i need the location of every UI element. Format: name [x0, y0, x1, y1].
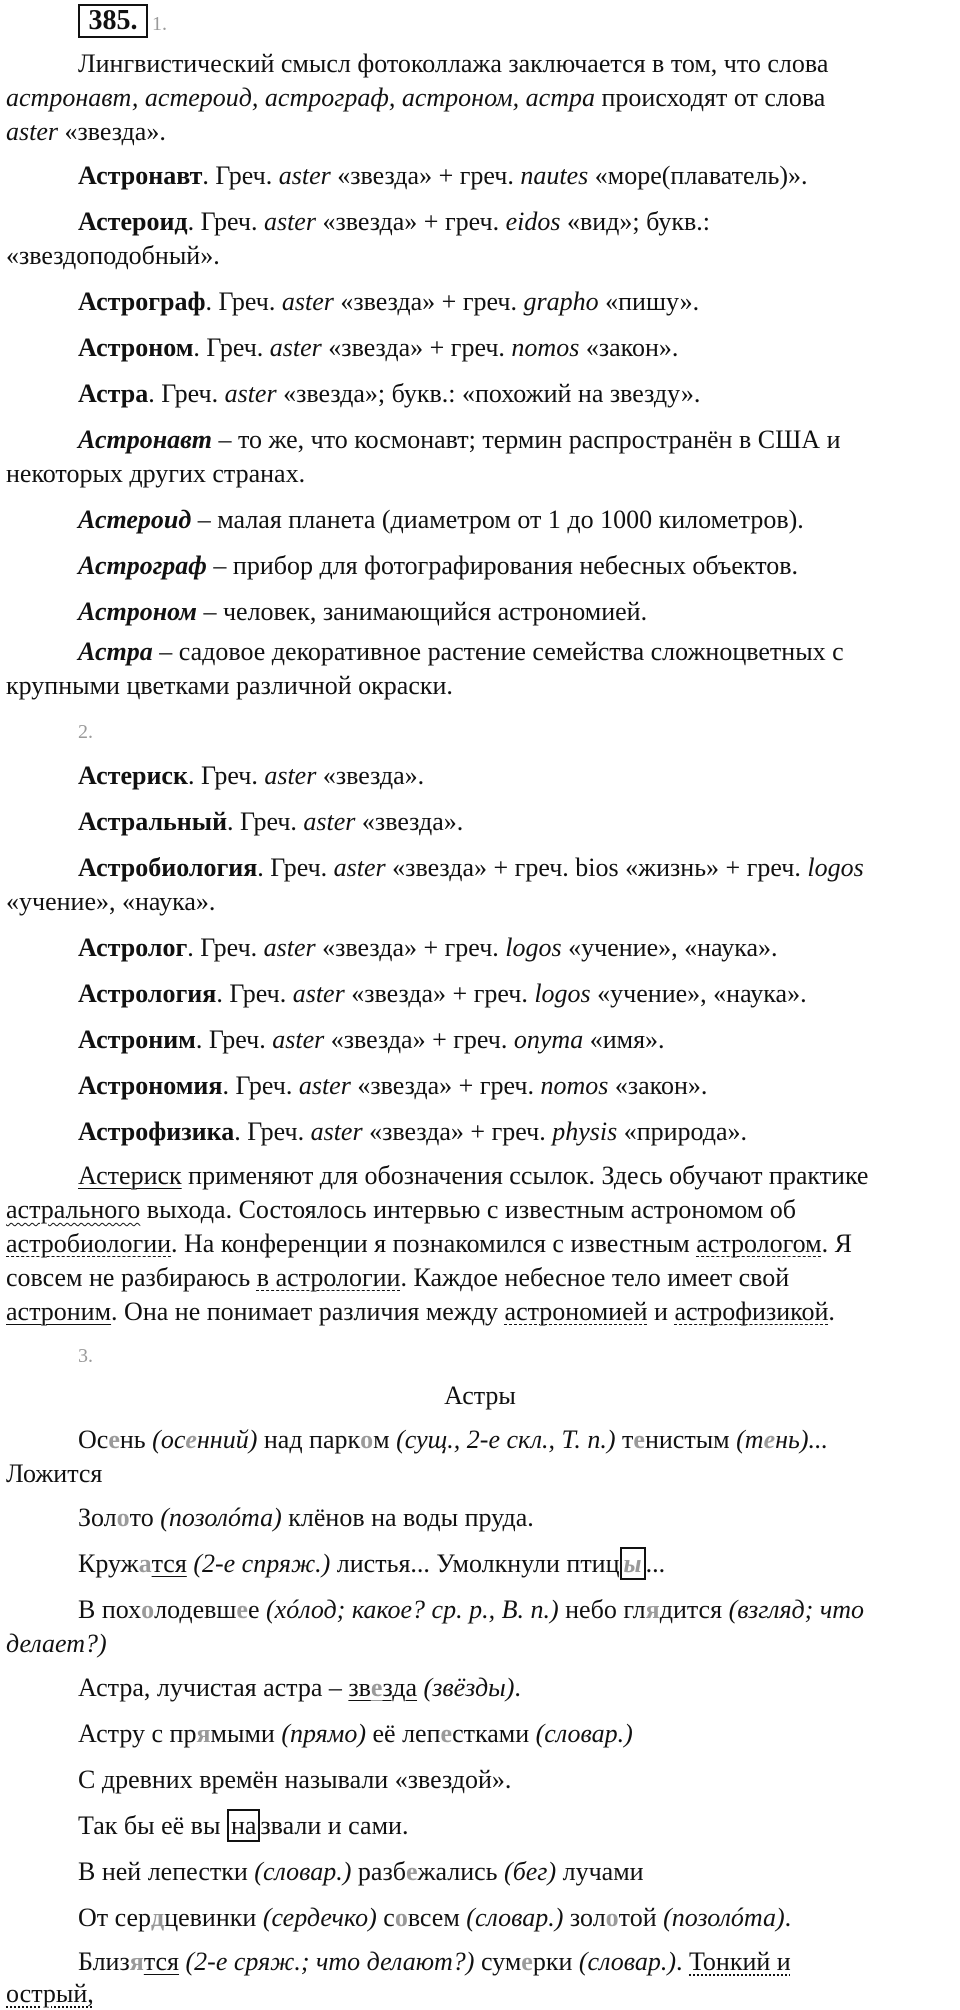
poem-line-10: От сердцевинки (сердечко) совсем (словар.) золотой (позолóта).: [78, 1903, 792, 1932]
etym-astronaut: Астронавт. Греч. aster «звезда» + греч. nautes «море(плаватель)».: [78, 161, 808, 190]
etym-astronym: Астроним. Греч. aster «звезда» + греч. onyma «имя».: [78, 1025, 665, 1054]
etym-astral: Астральный. Греч. aster «звезда».: [78, 807, 464, 836]
def-astra: Астра – садовое декоративное растение семейства сложноцветных с: [78, 637, 844, 666]
etym-astrology: Астрология. Греч. aster «звезда» + греч. logos «учение», «наука».: [78, 979, 807, 1008]
poem-line-2: Золото (позолóта) клёнов на воды пруда.: [78, 1503, 534, 1532]
poem-line-11-cont: острый,: [6, 1979, 94, 2008]
poem-line-8: Так бы её вы на звали и сами.: [78, 1811, 409, 1840]
poem-line-1: Осень (осенний) над парком (сущ., 2-е скл., Т. п.) тенистым (тень)...: [78, 1425, 828, 1454]
intro-line-1: Лингвистический смысл фотоколлажа заключается в том, что слова: [78, 49, 829, 78]
def-astronaut: Астронавт – то же, что космонавт; термин распространён в США и: [78, 425, 841, 454]
etym-astra: Астра. Греч. aster «звезда»; букв.: «похожий на звезду».: [78, 379, 701, 408]
part-3-label: 3.: [78, 1345, 93, 1367]
poem-line-3: Кружатся (2-е спряж.) листья... Умолкнули птиц ы ...: [78, 1549, 666, 1578]
etym-asterisk: Астериск. Греч. aster «звезда».: [78, 761, 425, 790]
poem-title: Астры: [444, 1381, 516, 1410]
para-line-1: Астериск применяют для обозначения ссылок. Здесь обучают практике: [78, 1161, 869, 1190]
def-astronom: Астроном – человек, занимающийся астрономией.: [78, 597, 648, 626]
poem-line-5: Астра, лучистая астра – звезда (звёзды).: [78, 1673, 521, 1702]
intro-line-2: астронавт, астероид, астрограф, астроном, астра происходят от слова: [6, 83, 826, 112]
etym-asteroid-cont: «звездоподобный».: [6, 241, 220, 270]
part-2-label: 2.: [78, 721, 93, 743]
poem-line-4-cont: делает?): [6, 1629, 107, 1658]
para-line-5: астроним. Она не понимает различия между астрономией и астрофизикой.: [6, 1297, 835, 1326]
def-astronaut-cont: некоторых других странах.: [6, 459, 306, 488]
para-line-2: астрального выхода. Состоялось интервью с известным астрономом об: [6, 1195, 796, 1224]
exercise-number: 385.: [78, 4, 148, 38]
etym-astronomy: Астрономия. Греч. aster «звезда» + греч. nomos «закон».: [78, 1071, 708, 1100]
part-1-label: 1.: [152, 13, 167, 35]
def-astrograph: Астрограф – прибор для фотографирования небесных объектов.: [78, 551, 798, 580]
para-line-3: астробиологии. На конференции я познакомился с известным астрологом. Я: [6, 1229, 852, 1258]
poem-line-11: Близятся (2-е сряж.; что делают?) сумерки (словар.). Тонкий и: [78, 1947, 791, 1976]
para-line-4: совсем не разбираюсь в астрологии. Каждое небесное тело имеет свой: [6, 1263, 790, 1292]
etym-astrograph: Астрограф. Греч. aster «звезда» + греч. grapho «пишу».: [78, 287, 700, 316]
etym-astrobiology-cont: «учение», «наука».: [6, 887, 216, 916]
etym-astrolog: Астролог. Греч. aster «звезда» + греч. logos «учение», «наука».: [78, 933, 778, 962]
poem-line-1-cont: Ложится: [6, 1459, 103, 1488]
def-astra-cont: крупными цветками различной окраски.: [6, 671, 453, 700]
poem-line-7: С древних времён называли «звездой».: [78, 1765, 512, 1794]
poem-line-9: В ней лепестки (словар.) разбежались (бег) лучами: [78, 1857, 644, 1886]
poem-line-6: Астру с прямыми (прямо) её лепестками (словар.): [78, 1719, 633, 1748]
etym-astronom: Астроном. Греч. aster «звезда» + греч. nomos «закон».: [78, 333, 679, 362]
intro-line-3: aster «звезда».: [6, 117, 166, 146]
etym-astrophysics: Астрофизика. Греч. aster «звезда» + греч. physis «природа».: [78, 1117, 748, 1146]
etym-astrobiology: Астробиология. Греч. aster «звезда» + греч. bios «жизнь» + греч. logos: [78, 853, 864, 882]
etym-asteroid: Астероид. Греч. aster «звезда» + греч. eidos «вид»; букв.:: [78, 207, 710, 236]
poem-line-4: В похолодевшее (хóлод; какое? ср. р., В. п.) небо глядится (взгляд; что: [78, 1595, 865, 1624]
def-asteroid: Астероид – малая планета (диаметром от 1 до 1000 километров).: [78, 505, 804, 534]
